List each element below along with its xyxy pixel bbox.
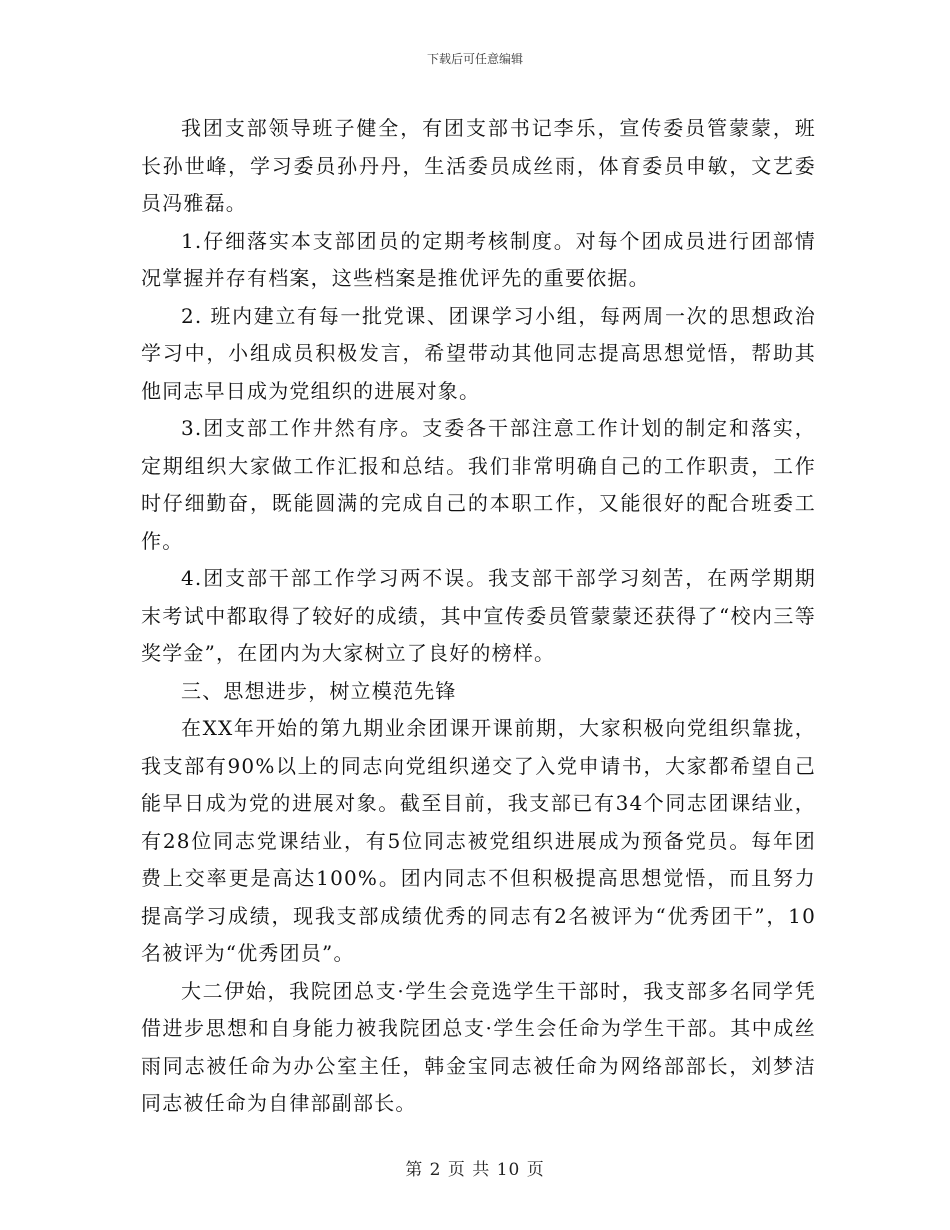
page-header: 下载后可任意编辑 (426, 52, 523, 66)
paragraph-party-progress: 在XX年开始的第九期业余团课开课前期，大家积极向党组织靠拢，我支部有90%以上的同志向党组织递交了入党申请书，大家都希望自己能早日成为党的进展对象。截至目前，我支部已有34个同志团课结业，有28位同志党课结业，有5位同志被党组织进展成为预备党员。每年团费上交率更是高达100%。团内同志不但积极提高思想觉悟，而且努力提高学习成绩，现我支部成绩优秀的同志有2名被评为“优秀团干”，10名被评为“优秀团员”。 (141, 716, 816, 965)
paragraph-student-cadres: 大二伊始，我院团总支·学生会竞选学生干部时，我支部多名同学凭借进步思想和自身能力被我院团总支·学生会任命为学生干部。其中成丝雨同志被任命为办公室主任，韩金宝同志被任命为网络部部长，刘梦洁同志被任命为自律部副部长。 (141, 978, 816, 1115)
paragraph-item-1: 1.仔细落实本支部团员的定期考核制度。对每个团成员进行团部情况掌握并存有档案，这些档案是推优评先的重要依据。 (141, 228, 816, 290)
paragraph-committee-members: 我团支部领导班子健全，有团支部书记李乐，宣传委员管蒙蒙，班长孙世峰，学习委员孙丹丹，生活委员成丝雨，体育委员申敏，文艺委员冯雅磊。 (141, 116, 816, 215)
paragraph-item-2: 2. 班内建立有每一批党课、团课学习小组，每两周一次的思想政治学习中，小组成员积极发言，希望带动其他同志提高思想觉悟，帮助其他同志早日成为党组织的进展对象。 (141, 303, 816, 403)
paragraph-item-3: 3.团支部工作井然有序。支委各干部注意工作计划的制定和落实，定期组织大家做工作汇报和总结。我们非常明确自己的工作职责，工作时仔细勤奋，既能圆满的完成自己的本职工作，又能很好的配合班委工作。 (141, 416, 816, 553)
section-heading-3: 三、思想进步，树立模范先锋 (181, 678, 457, 703)
document-body (141, 110, 816, 1123)
page-number: 第 2 页 共 10 页 (405, 1160, 545, 1180)
paragraph-item-4: 4.团支部干部工作学习两不误。我支部干部学习刻苦，在两学期期末考试中都取得了较好的成绩，其中宣传委员管蒙蒙还获得了“校内三等奖学金”，在团内为大家树立了良好的榜样。 (141, 566, 816, 665)
